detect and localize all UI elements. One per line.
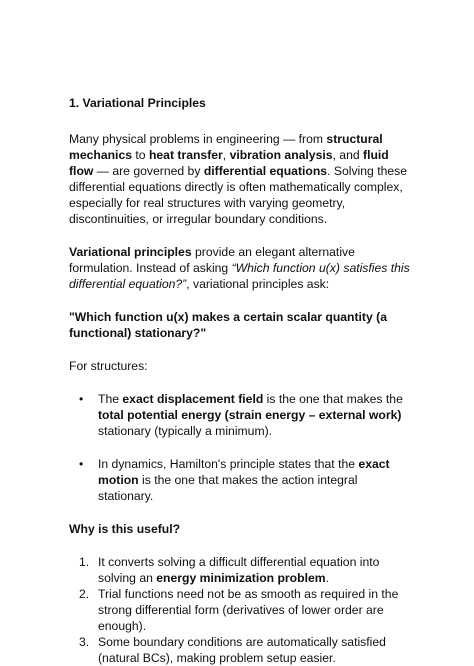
text-run: It converts solving a difficult differential equation into solving an	[98, 555, 380, 585]
bold-term: exact motion	[98, 457, 390, 487]
bold-term: total potential energy (strain energy – external work)	[98, 408, 402, 422]
intro-paragraph	[69, 131, 414, 227]
text-run: is the one that makes the	[263, 392, 403, 406]
differential-question: “Which function u(x) satisfies this differential equation?”	[69, 261, 410, 291]
item-number: 2.	[79, 587, 90, 601]
item-text	[98, 555, 379, 585]
bullet-icon: •	[79, 392, 84, 406]
text-run: to	[132, 148, 149, 162]
text-run: stationary (typically a minimum).	[98, 424, 273, 438]
bold-term: fluid flow	[69, 148, 389, 178]
functional-question: "Which function u(x) makes a certain scalar quantity (a functional) stationary?"	[69, 310, 387, 340]
why-heading: Why is this useful?	[69, 522, 181, 536]
bullet-icon: •	[79, 457, 84, 471]
bold-term: heat transfer	[148, 148, 223, 162]
bold-term: structural mechanics	[69, 132, 383, 162]
text-run: is the one that makes the action integral stationary.	[98, 473, 358, 503]
text-run: .	[325, 571, 329, 585]
text-run: The	[98, 392, 123, 406]
for-structures-label: For structures:	[69, 359, 148, 373]
reasons-numbered-list	[69, 554, 414, 666]
text-run: — are governed by	[93, 164, 204, 178]
item-number: 1.	[79, 555, 90, 569]
bold-term: energy minimization problem	[156, 571, 326, 585]
bullet-text	[98, 457, 390, 503]
text-run: . Solving these differential equations directly is often mathematically complex, especially for real structures with varying geometry, discontinuities, or irregular boundary conditions.	[69, 164, 408, 226]
bullet-text	[98, 392, 403, 438]
structures-bullet-list	[69, 391, 414, 504]
item-text	[98, 635, 386, 665]
text-run: Many physical problems in engineering — from	[69, 132, 327, 146]
text-run: In dynamics, Hamilton's principle states that the	[98, 457, 359, 471]
bold-term: vibration analysis	[229, 148, 333, 162]
text-run: ,	[222, 148, 230, 162]
alternative-paragraph	[69, 244, 414, 292]
numbered-item	[69, 586, 414, 634]
numbered-item	[69, 634, 414, 666]
text-run: Some boundary conditions are automatically satisfied (natural BCs), making problem setup easier.	[98, 635, 386, 665]
alternative-tail: , variational principles ask:	[186, 277, 330, 291]
bullet-item	[69, 391, 414, 439]
text-run: Trial functions need not be as smooth as required in the strong differential form (derivatives of lower order are enough).	[98, 587, 399, 633]
item-number: 3.	[79, 635, 90, 649]
bullet-item	[69, 456, 414, 504]
variational-principles-term: Variational principles	[69, 245, 192, 259]
bold-term: differential equations	[203, 164, 328, 178]
bold-term: exact displacement field	[122, 392, 264, 406]
section-heading: 1. Variational Principles	[69, 96, 206, 110]
text-run: , and	[332, 148, 364, 162]
alternative-text: provide an elegant alternative formulation. Instead of asking	[69, 245, 355, 275]
item-text	[98, 587, 398, 633]
document-content	[69, 95, 414, 666]
numbered-item	[69, 554, 414, 586]
